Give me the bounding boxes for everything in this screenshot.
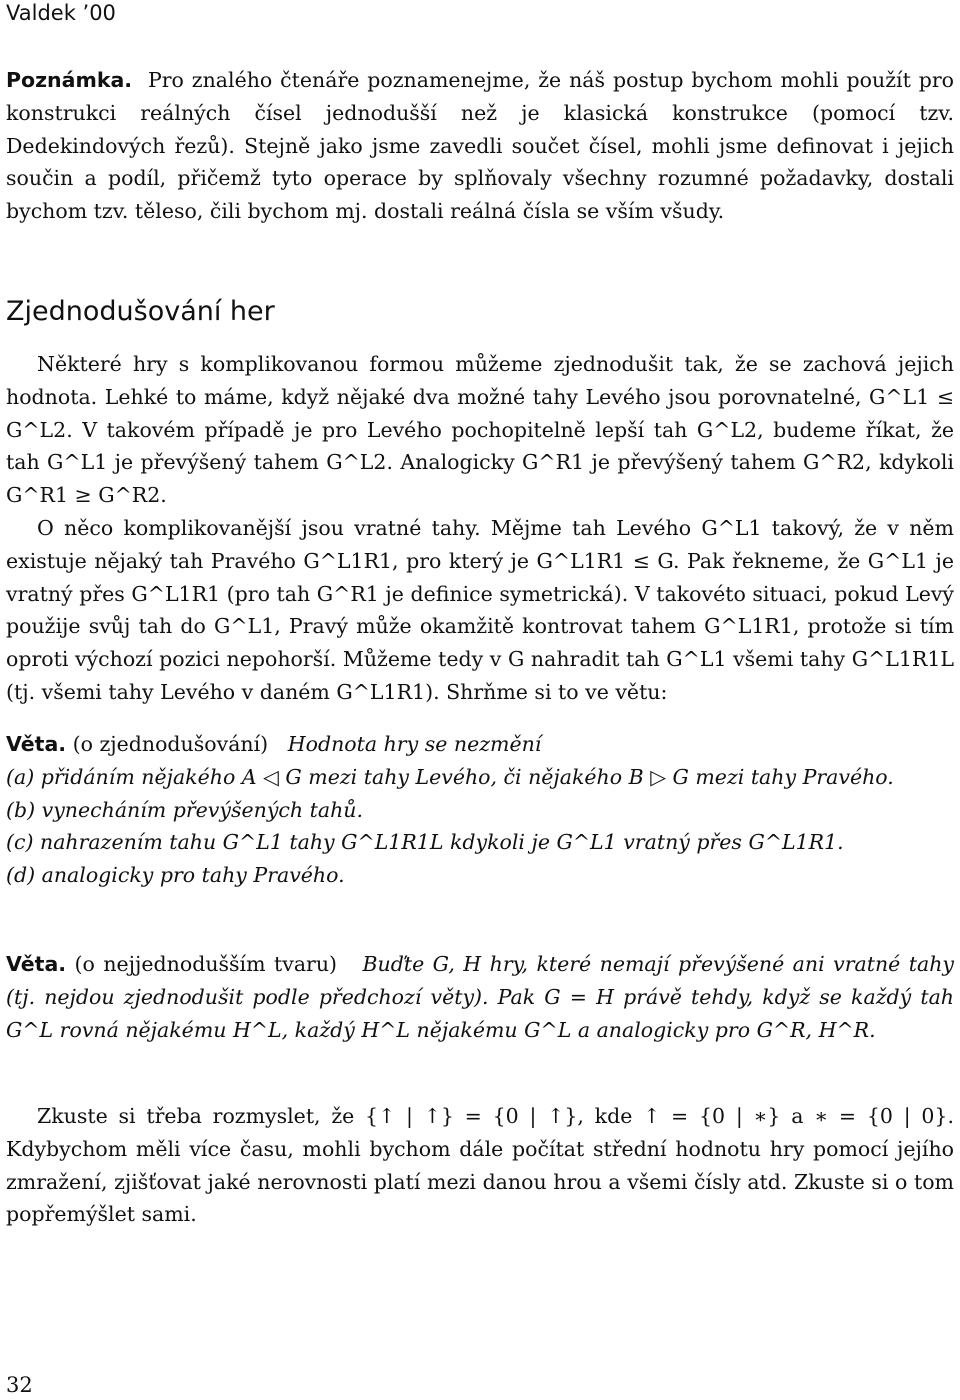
note-paragraph [6, 64, 954, 228]
theorem-simplest-form [6, 948, 954, 1046]
closing-paragraph: Zkuste si třeba rozmyslet, že {↑ | ↑} = {0 | ↑}, kde ↑ = {0 | ∗} a ∗ = {0 | 0}. Kdybychom měli více času, mohli bychom dále počítat střední hodnotu hry pomocí jejího zmražení, zjišťovat jaké nerovnosti platí mezi danou hrou a všemi čísly atd. Zkuste si o tom popřemýšlet sami. [6, 1104, 954, 1227]
theorem-1-name: (o zjednodušování) [72, 732, 269, 756]
theorem-1-item-a: (a) přidáním nějakého A ◁ G mezi tahy Levého, či nějakého B ▷ G mezi tahy Pravého. [6, 764, 894, 789]
section-body [6, 348, 954, 709]
theorem-2-name: (o nejjednodušším tvaru) [74, 952, 338, 976]
theorem-2-paragraph [6, 948, 954, 1046]
theorem-1-label: Věta. [6, 732, 67, 756]
paragraph-comparable-moves: Některé hry s komplikovanou formou můžeme zjednodušit tak, že se zachová jejich hodnota. Lehké to máme, když nějaké dva možné tahy Levého jsou porovnatelné, G^L1 ≤ G^L2. V takovém případě je pro Levého pochopitelně lepší tah G^L2, budeme říkat, že tah G^L1 je převýšený tahem G^L2. Analogicky G^R1 je převýšený tahem G^R2, kdykoli G^R1 ≥ G^R2. [6, 352, 954, 508]
theorem-1-statement: Hodnota hry se nezmění [287, 732, 542, 756]
theorem-1-header [6, 728, 954, 761]
note-text: Pro znalého čtenáře poznamenejme, že náš postup bychom mohli použít pro konstrukci reálných čísel jednodušší než je klasická konstrukce (pomocí tzv. Dedekindových řezů). Stejně jako jsme zavedli součet čísel, mohli jsme definovat i jejich součin a podíl, přičemž tyto operace by splňovaly všechny rozumné požadavky, dostali bychom tzv. těleso, čili bychom mj. dostali reálná čísla se vším všudy. [6, 68, 954, 224]
theorem-1-item-c: (c) nahrazením tahu G^L1 tahy G^L1R1L kdykoli je G^L1 vratný přes G^L1R1. [6, 830, 844, 855]
theorem-2-label: Věta. [6, 952, 67, 976]
closing-block [6, 1100, 954, 1231]
note-block [6, 64, 954, 228]
running-head: Valdek ’00 [6, 1, 116, 25]
paragraph-reversible-moves: O něco komplikovanější jsou vratné tahy. Mějme tah Levého G^L1 takový, že v něm existuje nějaký tah Pravého G^L1R1, pro který je G^L1R1 ≤ G. Pak řekneme, že G^L1 je vratný přes G^L1R1 (pro tah G^R1 je definice symetrická). V takovéto situaci, pokud Levý použije svůj tah do G^L1, Pravý může okamžitě kontrovat tahem G^L1R1, protože si tím oproti výchozí pozici nepohorší. Můžeme tedy v G nahradit tah G^L1 všemi tahy G^L1R1L (tj. všemi tahy Levého v daném G^L1R1). Shrňme si to ve větu: [6, 515, 954, 704]
section-heading: Zjednodušování her [6, 296, 275, 327]
page-number: 32 [6, 1373, 33, 1397]
theorem-1-item-d: (d) analogicky pro tahy Pravého. [6, 863, 345, 888]
note-label: Poznámka. [6, 68, 133, 92]
theorem-2-statement: Buďte G, H hry, které nemají převýšené ani vratné tahy (tj. nejdou zjednodušit podle předchozí věty). Pak G = H právě tehdy, když se každý tah G^L rovná nějakému H^L, každý H^L nějakému G^L a analogicky pro G^R, H^R. [6, 952, 954, 1042]
theorem-simplification [6, 728, 954, 892]
theorem-1-item-b: (b) vynecháním převýšených tahů. [6, 797, 363, 822]
